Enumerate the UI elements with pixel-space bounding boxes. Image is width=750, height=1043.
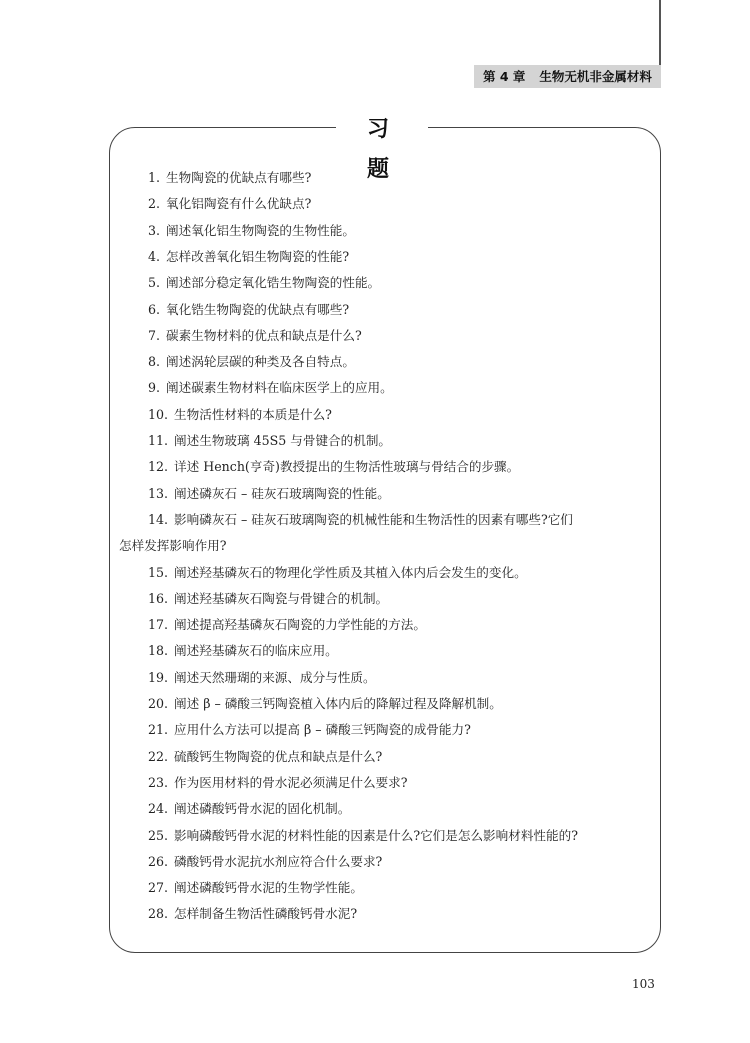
question-text: 影响磷灰石 – 硅灰石玻璃陶瓷的机械性能和生物活性的因素有哪些?它们 bbox=[174, 511, 573, 527]
question-text: 碳素生物材料的优点和缺点是什么? bbox=[166, 327, 362, 343]
question-item bbox=[148, 275, 380, 291]
question-number: 1. bbox=[148, 170, 161, 185]
question-number: 20. bbox=[148, 696, 169, 711]
question-text: 应用什么方法可以提高 β – 磷酸三钙陶瓷的成骨能力? bbox=[174, 722, 471, 738]
question-item bbox=[148, 670, 376, 686]
question-item bbox=[148, 696, 502, 712]
question-number: 7. bbox=[148, 327, 161, 343]
question-text: 阐述羟基磷灰石的临床应用。 bbox=[174, 643, 338, 659]
question-item bbox=[148, 749, 382, 765]
question-text: 生物活性材料的本质是什么? bbox=[174, 406, 332, 422]
question-number: 18. bbox=[148, 643, 169, 659]
chapter-title: 生物无机非金属材料 bbox=[539, 69, 652, 84]
chapter-number: 第 4 章 bbox=[483, 69, 526, 84]
question-item bbox=[148, 801, 350, 817]
question-text: 怎样制备生物活性磷酸钙骨水泥? bbox=[174, 906, 358, 922]
question-item bbox=[148, 591, 388, 607]
question-text: 阐述部分稳定氧化锆生物陶瓷的性能。 bbox=[166, 275, 381, 291]
question-text: 阐述羟基磷灰石陶瓷与骨键合的机制。 bbox=[174, 590, 389, 606]
question-item bbox=[148, 196, 311, 212]
question-text: 影响磷酸钙骨水泥的材料性能的因素是什么?它们是怎么影响材料性能的? bbox=[174, 827, 578, 843]
question-number: 21. bbox=[148, 722, 169, 738]
question-number: 13. bbox=[148, 485, 169, 501]
question-item bbox=[148, 775, 407, 791]
question-item bbox=[148, 407, 332, 423]
question-item bbox=[148, 617, 426, 633]
question-number: 10. bbox=[148, 406, 169, 422]
question-number: 26. bbox=[148, 853, 169, 869]
question-item bbox=[148, 302, 349, 318]
question-number: 24. bbox=[148, 801, 169, 817]
question-number: 5. bbox=[148, 275, 161, 291]
question-text: 阐述磷灰石 – 硅灰石玻璃陶瓷的性能。 bbox=[174, 485, 390, 501]
question-text: 氧化锆生物陶瓷的优缺点有哪些? bbox=[166, 301, 350, 317]
question-item bbox=[148, 249, 349, 265]
question-item bbox=[148, 854, 382, 870]
question-number: 12. bbox=[148, 459, 169, 475]
question-item bbox=[148, 722, 471, 738]
section-title: 习 题 bbox=[336, 109, 428, 149]
question-number: 2. bbox=[148, 196, 161, 212]
question-text: 阐述天然珊瑚的来源、成分与性质。 bbox=[174, 669, 376, 685]
question-text: 阐述磷酸钙骨水泥的固化机制。 bbox=[174, 801, 351, 817]
question-item bbox=[148, 486, 390, 502]
question-item bbox=[148, 223, 355, 239]
question-text: 氧化铝陶瓷有什么优缺点? bbox=[166, 196, 312, 212]
question-text: 阐述磷酸钙骨水泥的生物学性能。 bbox=[174, 880, 363, 896]
question-item bbox=[148, 328, 362, 344]
question-text: 阐述提高羟基磷灰石陶瓷的力学性能的方法。 bbox=[174, 617, 426, 633]
question-item bbox=[148, 433, 391, 449]
question-text: 怎样改善氧化铝生物陶瓷的性能? bbox=[166, 248, 350, 264]
question-number: 19. bbox=[148, 669, 169, 685]
question-number: 4. bbox=[148, 248, 161, 264]
question-number: 6. bbox=[148, 301, 161, 317]
question-number: 22. bbox=[148, 748, 169, 764]
question-item bbox=[148, 459, 519, 475]
question-item bbox=[148, 512, 573, 528]
question-number: 11. bbox=[148, 433, 169, 448]
question-number: 28. bbox=[148, 906, 169, 922]
question-item bbox=[148, 170, 311, 186]
question-text: 阐述碳素生物材料在临床医学上的应用。 bbox=[166, 380, 393, 396]
question-number: 8. bbox=[148, 354, 161, 370]
question-continuation: 怎样发挥影响作用? bbox=[119, 538, 227, 554]
page-number: 103 bbox=[632, 977, 655, 991]
question-text: 阐述 β – 磷酸三钙陶瓷植入体内后的降解过程及降解机制。 bbox=[174, 696, 502, 711]
question-text: 详述 Hench(亨奇)教授提出的生物活性玻璃与骨结合的步骤。 bbox=[174, 459, 520, 475]
question-item bbox=[148, 565, 527, 581]
question-item bbox=[148, 828, 578, 844]
question-text: 磷酸钙骨水泥抗水剂应符合什么要求? bbox=[174, 853, 383, 869]
question-number: 25. bbox=[148, 827, 169, 843]
question-text: 阐述生物玻璃 45S5 与骨键合的机制。 bbox=[174, 433, 392, 448]
question-text: 硫酸钙生物陶瓷的优点和缺点是什么? bbox=[174, 748, 383, 764]
question-text: 生物陶瓷的优缺点有哪些? bbox=[166, 170, 312, 185]
question-item bbox=[148, 643, 338, 659]
question-item bbox=[148, 380, 393, 396]
question-number: 15. bbox=[148, 564, 169, 580]
question-number: 27. bbox=[148, 880, 169, 896]
question-number: 3. bbox=[148, 222, 161, 238]
question-number: 17. bbox=[148, 617, 169, 633]
question-number: 9. bbox=[148, 380, 161, 396]
question-item bbox=[148, 354, 355, 370]
question-item bbox=[148, 880, 363, 896]
question-number: 23. bbox=[148, 774, 169, 790]
question-text: 阐述氧化铝生物陶瓷的生物性能。 bbox=[166, 222, 355, 238]
question-text: 作为医用材料的骨水泥必须满足什么要求? bbox=[174, 774, 408, 790]
question-text: 阐述羟基磷灰石的物理化学性质及其植入体内后会发生的变化。 bbox=[174, 564, 527, 580]
question-text: 阐述涡轮层碳的种类及各自特点。 bbox=[166, 354, 355, 370]
chapter-header bbox=[474, 65, 661, 88]
question-number: 14. bbox=[148, 511, 169, 527]
question-item bbox=[148, 906, 357, 922]
question-number: 16. bbox=[148, 590, 169, 606]
